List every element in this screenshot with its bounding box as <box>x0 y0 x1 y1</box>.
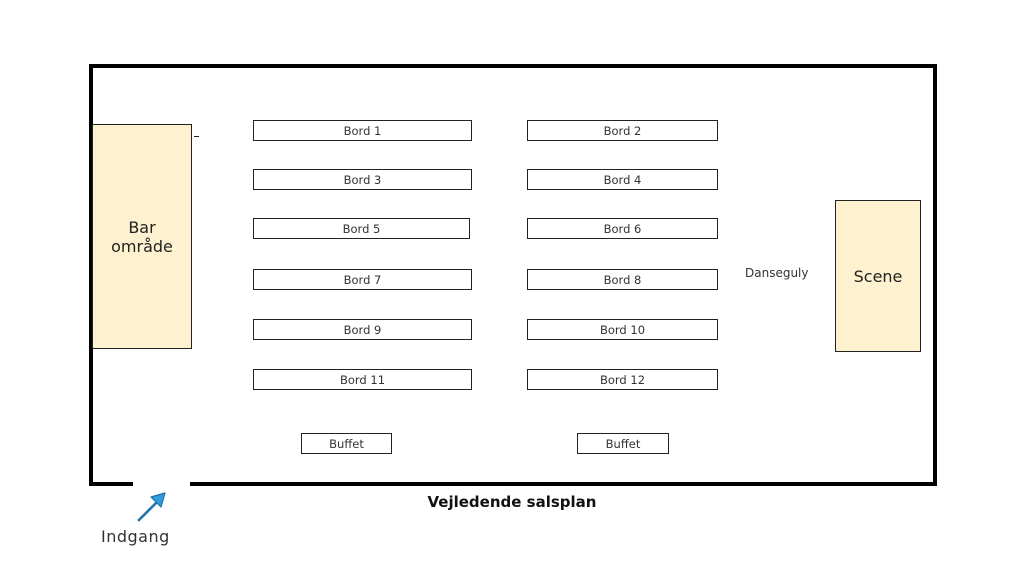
table-1 <box>253 120 472 141</box>
table-5 <box>253 218 470 239</box>
bar-area <box>92 124 192 349</box>
table-label: Bord 11 <box>339 372 386 387</box>
bar-area-label: Bar område <box>111 217 173 256</box>
table-6 <box>527 218 718 239</box>
table-label: Bord 8 <box>603 272 642 287</box>
table-label: Bord 9 <box>343 322 382 337</box>
stage-label: Scene <box>853 266 903 286</box>
room-outline <box>89 64 937 486</box>
table-label: Bord 4 <box>603 172 642 187</box>
table-label: Bord 5 <box>342 221 381 236</box>
bar-area-tick <box>194 136 199 137</box>
buffet-1 <box>301 433 392 454</box>
table-8 <box>527 269 718 290</box>
table-label: Bord 2 <box>603 123 642 138</box>
plan-caption: Vejledende salsplan <box>427 493 597 511</box>
entrance-label: Indgang <box>101 527 170 546</box>
buffet-label: Buffet <box>329 436 364 451</box>
table-12 <box>527 369 718 390</box>
table-3 <box>253 169 472 190</box>
table-label: Bord 7 <box>343 272 382 287</box>
table-label: Bord 3 <box>343 172 382 187</box>
table-11 <box>253 369 472 390</box>
arrow-up-right-icon <box>132 484 174 526</box>
table-2 <box>527 120 718 141</box>
buffet-2 <box>577 433 669 454</box>
dance-floor-label: Danseguly <box>745 266 809 280</box>
table-label: Bord 6 <box>603 221 642 236</box>
table-label: Bord 10 <box>599 322 646 337</box>
table-10 <box>527 319 718 340</box>
table-label: Bord 1 <box>343 123 382 138</box>
table-4 <box>527 169 718 190</box>
table-7 <box>253 269 472 290</box>
table-9 <box>253 319 472 340</box>
stage-area <box>835 200 921 352</box>
table-label: Bord 12 <box>599 372 646 387</box>
buffet-label: Buffet <box>605 436 641 451</box>
